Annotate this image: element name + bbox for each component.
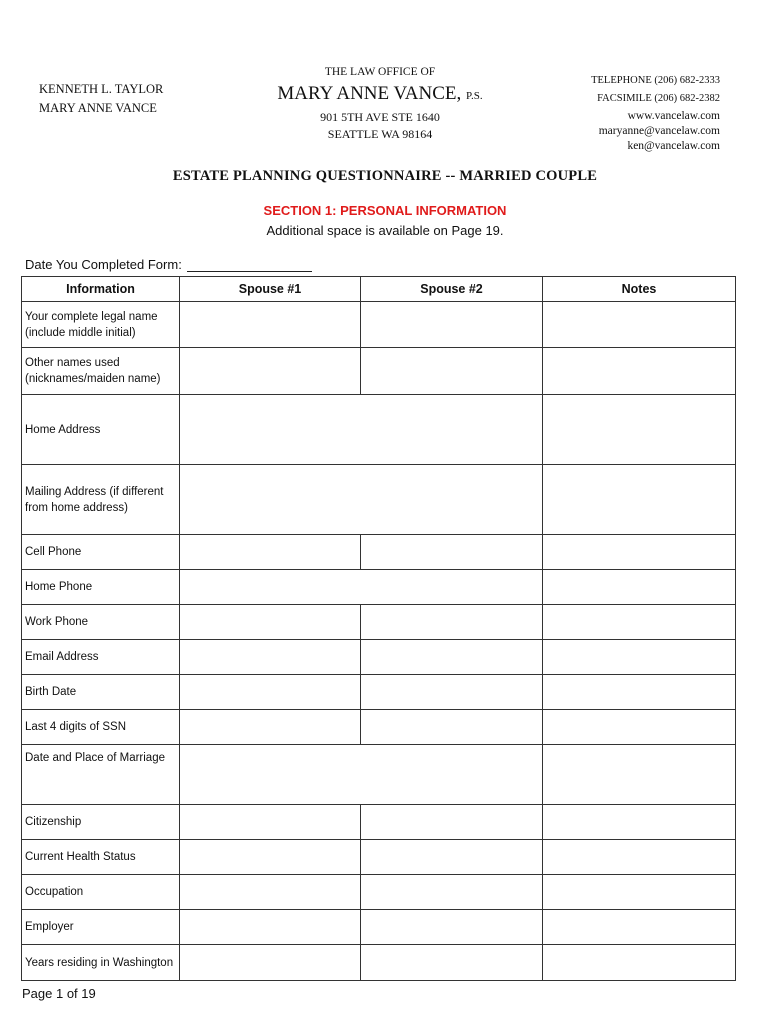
personal-info-table — [21, 276, 736, 981]
spouse1-health-cell[interactable] — [180, 840, 361, 875]
form-title: ESTATE PLANNING QUESTIONNAIRE -- MARRIED COUPLE — [172, 168, 598, 184]
row-label-mailing-address: Mailing Address (if different from home address) — [22, 465, 180, 535]
row-label-health-status: Current Health Status — [22, 840, 180, 875]
spouse1-citizenship-cell[interactable] — [180, 805, 361, 840]
spouse1-ssn-cell[interactable] — [180, 710, 361, 745]
spouse2-work-phone-cell[interactable] — [361, 605, 543, 640]
notes-occupation-cell[interactable] — [543, 875, 736, 910]
table-row — [22, 348, 736, 395]
notes-other-names-cell[interactable] — [543, 348, 736, 395]
row-label-other-names: Other names used (nicknames/maiden name) — [22, 348, 180, 395]
spouse1-work-phone-cell[interactable] — [180, 605, 361, 640]
spouse1-other-names-cell[interactable] — [180, 348, 361, 395]
spouse1-occupation-cell[interactable] — [180, 875, 361, 910]
table-row — [22, 875, 736, 910]
spouse1-years-cell[interactable] — [180, 945, 361, 981]
row-label-occupation: Occupation — [22, 875, 180, 910]
row-label-work-phone: Work Phone — [22, 605, 180, 640]
table-row — [22, 395, 736, 465]
notes-years-cell[interactable] — [543, 945, 736, 981]
notes-ssn-cell[interactable] — [543, 710, 736, 745]
notes-health-cell[interactable] — [543, 840, 736, 875]
firm-suffix: P.S. — [466, 90, 483, 102]
spouse1-email-cell[interactable] — [180, 640, 361, 675]
table-row — [22, 945, 736, 981]
spouse1-employer-cell[interactable] — [180, 910, 361, 945]
spouse2-ssn-cell[interactable] — [361, 710, 543, 745]
section-note: Additional space is available on Page 19. — [266, 223, 504, 238]
notes-birth-date-cell[interactable] — [543, 675, 736, 710]
notes-legal-name-cell[interactable] — [543, 302, 736, 348]
notes-home-phone-cell[interactable] — [543, 570, 736, 605]
row-label-legal-name: Your complete legal name (include middle initial) — [22, 302, 180, 348]
row-label-home-phone: Home Phone — [22, 570, 180, 605]
home-phone-cell[interactable] — [180, 570, 543, 605]
spouse2-legal-name-cell[interactable] — [361, 302, 543, 348]
firm-name-separator: , — [456, 83, 467, 104]
mailing-address-cell[interactable] — [180, 465, 543, 535]
table-row — [22, 302, 736, 348]
row-label-citizenship: Citizenship — [22, 805, 180, 840]
date-completed-line — [25, 257, 312, 272]
spouse2-email-cell[interactable] — [361, 640, 543, 675]
spouse1-cell-phone-cell[interactable] — [180, 535, 361, 570]
notes-employer-cell[interactable] — [543, 910, 736, 945]
firm-prefix: THE LAW OFFICE OF — [324, 66, 436, 78]
firm-block — [270, 64, 490, 143]
spouse2-health-cell[interactable] — [361, 840, 543, 875]
table-row — [22, 675, 736, 710]
row-label-home-address: Home Address — [22, 395, 180, 465]
notes-citizenship-cell[interactable] — [543, 805, 736, 840]
table-row — [22, 535, 736, 570]
header-notes: Notes — [543, 277, 736, 302]
section-title: SECTION 1: PERSONAL INFORMATION — [263, 203, 507, 218]
email-link[interactable]: maryanne@vancelaw.com — [598, 125, 720, 137]
row-label-marriage: Date and Place of Marriage — [22, 745, 180, 805]
spouse2-birth-date-cell[interactable] — [361, 675, 543, 710]
date-completed-label: Date You Completed Form: — [25, 257, 182, 272]
header-information: Information — [22, 277, 180, 302]
spouse2-years-cell[interactable] — [361, 945, 543, 981]
notes-email-cell[interactable] — [543, 640, 736, 675]
row-label-ssn: Last 4 digits of SSN — [22, 710, 180, 745]
row-label-years-washington: Years residing in Washington — [22, 945, 180, 981]
attorney-name: MARY ANNE VANCE — [39, 101, 157, 115]
row-label-birth-date: Birth Date — [22, 675, 180, 710]
website-link[interactable]: www.vancelaw.com — [627, 110, 720, 122]
contact-block — [591, 73, 720, 154]
table-row — [22, 605, 736, 640]
header-spouse-2: Spouse #2 — [361, 277, 543, 302]
notes-marriage-cell[interactable] — [543, 745, 736, 805]
table-row — [22, 710, 736, 745]
email-link[interactable]: ken@vancelaw.com — [627, 140, 720, 152]
firm-address-line1: 901 5TH AVE STE 1640 — [320, 110, 440, 124]
spouse2-citizenship-cell[interactable] — [361, 805, 543, 840]
spouse1-legal-name-cell[interactable] — [180, 302, 361, 348]
notes-cell-phone-cell[interactable] — [543, 535, 736, 570]
page-number: Page 1 of 19 — [22, 986, 96, 1001]
table-row — [22, 465, 736, 535]
spouse2-employer-cell[interactable] — [361, 910, 543, 945]
spouse2-other-names-cell[interactable] — [361, 348, 543, 395]
table-row — [22, 840, 736, 875]
row-label-cell-phone: Cell Phone — [22, 535, 180, 570]
attorney-list — [39, 80, 163, 118]
spouse2-cell-phone-cell[interactable] — [361, 535, 543, 570]
firm-name: MARY ANNE VANCE — [277, 83, 457, 104]
firm-address-line2: SEATTLE WA 98164 — [327, 127, 433, 141]
table-header-row — [22, 277, 736, 302]
row-label-employer: Employer — [22, 910, 180, 945]
telephone: TELEPHONE (206) 682-2333 — [591, 75, 720, 86]
table-row — [22, 570, 736, 605]
table-row — [22, 910, 736, 945]
notes-work-phone-cell[interactable] — [543, 605, 736, 640]
spouse1-birth-date-cell[interactable] — [180, 675, 361, 710]
marriage-cell[interactable] — [180, 745, 543, 805]
notes-home-address-cell[interactable] — [543, 395, 736, 465]
header-spouse-1: Spouse #1 — [180, 277, 361, 302]
row-label-email-address: Email Address — [22, 640, 180, 675]
attorney-name: KENNETH L. TAYLOR — [39, 82, 164, 96]
facsimile: FACSIMILE (206) 682-2382 — [597, 93, 720, 104]
table-row — [22, 745, 736, 805]
table-row — [22, 805, 736, 840]
firm-name-line — [270, 81, 490, 109]
date-completed-field[interactable] — [187, 257, 312, 272]
spouse2-occupation-cell[interactable] — [361, 875, 543, 910]
home-address-cell[interactable] — [180, 395, 543, 465]
notes-mailing-address-cell[interactable] — [543, 465, 736, 535]
table-row — [22, 640, 736, 675]
